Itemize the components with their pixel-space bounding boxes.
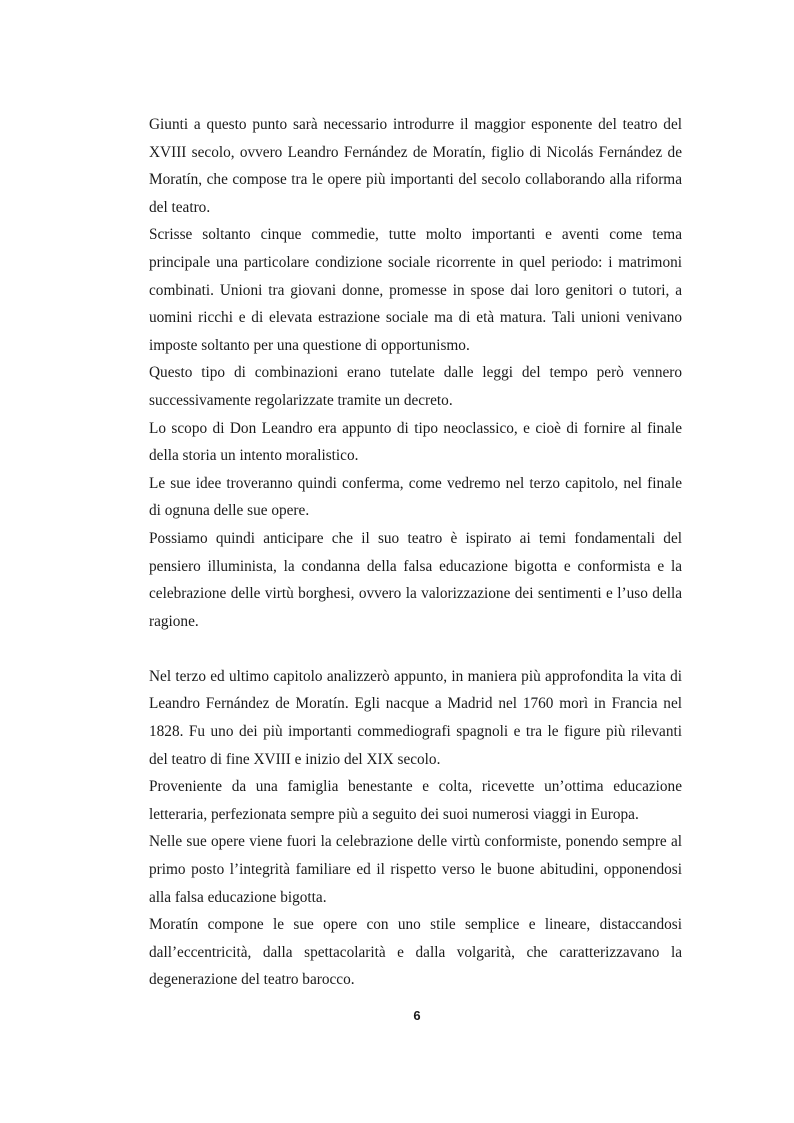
paragraph: Lo scopo di Don Leandro era appunto di tipo neoclassico, e cioè di fornire al finale della storia un intento moralistico. [149,419,682,465]
paragraph: Possiamo quindi anticipare che il suo teatro è ispirato ai temi fondamentali del pensiero illuminista, la condanna della falsa educazione bigotta e conformista e la celebrazione delle virtù borghesi, ovvero la valorizzazione dei sentimenti e l’uso della ragione. [149,529,682,630]
paragraph: Giunti a questo punto sarà necessario introdurre il maggior esponente del teatro del XVIII secolo, ovvero Leandro Fernández de Moratín, figlio di Nicolás Fernández de Moratín, che compose tra le opere più importanti del secolo collaborando alla riforma del teatro. [149,116,682,216]
paragraph: Scrisse soltanto cinque commedie, tutte molto importanti e aventi come tema principale una particolare condizione sociale ricorrente in quel periodo: i matrimoni combinati. Unioni tra giovani donne, promesse in spose dai loro genitori o tutori, a uomini ricchi e di elevata estrazione sociale ma di età matura. Tali unioni venivano imposte soltanto per una questione di opportunismo. [149,226,682,354]
paragraph: Moratín compone le sue opere con uno stile semplice e lineare, distaccandosi dall’eccentricità, dalla spettacolarità e dalla volgarità, che caratterizzavano la degenerazione del teatro barocco. [149,916,682,989]
paragraph: Proveniente da una famiglia benestante e colta, ricevette un’ottima educazione letteraria, perfezionata sempre più a seguito dei suoi numerosi viaggi in Europa. [149,778,682,823]
page-number: 6 [413,1008,421,1023]
section-gap [149,635,682,663]
paragraph: Le sue idee troveranno quindi conferma, come vedremo nel terzo capitolo, nel finale di ognuna delle sue opere. [149,474,682,520]
paragraph: Nel terzo ed ultimo capitolo analizzerò appunto, in maniera più approfondita la vita di Leandro Fernández de Moratín. Egli nacque a Madrid nel 1760 morì in Francia nel 1828. Fu uno dei più importanti commediografi spagnoli e tra le figure più rilevanti del teatro di fine XVIII e inizio del XIX secolo. [149,667,682,768]
paragraph: Questo tipo di combinazioni erano tutelate dalle leggi del tempo però vennero successivamente regolarizzate tramite un decreto. [149,364,682,409]
body-text [149,111,682,994]
paragraph: Nelle sue opere viene fuori la celebrazione delle virtù conformiste, ponendo sempre al primo posto l’integrità familiare ed il rispetto verso le buone abitudini, opponendosi alla falsa educazione bigotta. [149,833,682,906]
